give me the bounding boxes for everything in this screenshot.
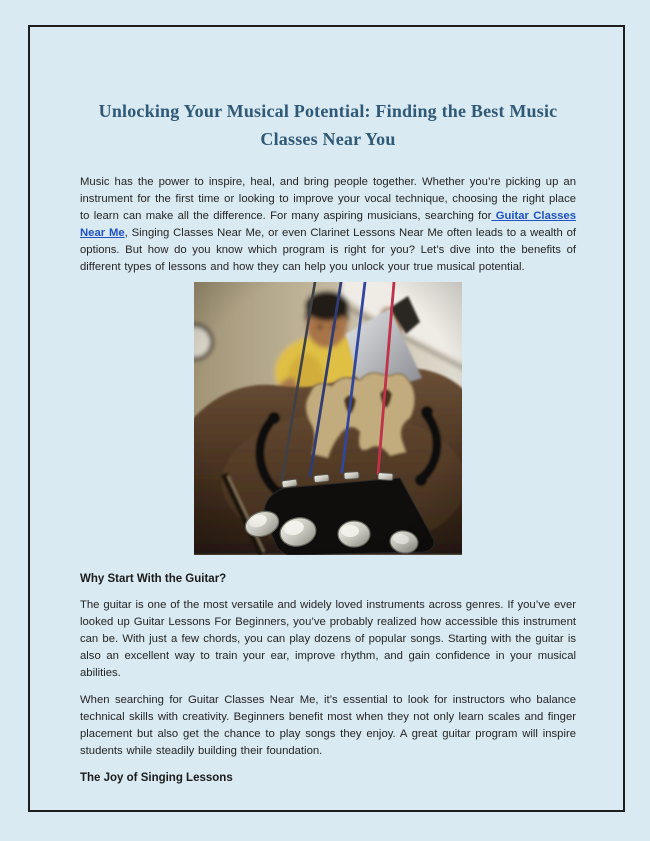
article-title (80, 97, 576, 153)
guitar-paragraph-1: The guitar is one of the most versatile and widely loved instruments across genres. If you’ve ever looked up Guitar Lessons For Beginners, you’ve probably realized how accessible this instrument can be. With just a few chords, you can play dozens of popular songs. Starting with the guitar is also an excellent way to train your ear, improve rhythm, and gain confidence in your musical abilities. (80, 599, 576, 679)
intro-paragraph (80, 174, 576, 276)
article-photo (194, 282, 462, 555)
intro-text-before-link: Music has the power to inspire, heal, and bring people together. Whether you’re picking up an instrument for the first time or looking to improve your vocal technique, choosing the right place to learn can make all the difference. For many aspiring musicians, searching for (80, 176, 576, 222)
guitar-paragraph-2: When searching for Guitar Classes Near Me, it’s essential to look for instructors who balance technical skills with creativity. Beginners benefit most when they not only learn scales and finger placement but also get the chance to play songs they enjoy. A great guitar program will inspire students while steadily building their foundation. (80, 694, 576, 757)
section-heading-guitar: Why Start With the Guitar? (80, 573, 227, 585)
title-line-2: Classes Near You (260, 129, 396, 149)
document-content (30, 27, 623, 787)
guitar-classes-link[interactable]: Guitar Classes Near Me (80, 210, 576, 239)
double-bass-photo-illustration (194, 282, 462, 555)
title-line-1: Unlocking Your Musical Potential: Finding the Best Music (98, 101, 558, 121)
section-heading-singing: The Joy of Singing Lessons (80, 772, 233, 784)
intro-text-after-link: , Singing Classes Near Me, or even Clarinet Lessons Near Me often leads to a wealth of options. But how do you know which program is right for you? Let’s dive into the benefits of different types of lessons and how they can help you unlock your true musical potential. (80, 227, 576, 273)
document-frame (28, 25, 625, 812)
